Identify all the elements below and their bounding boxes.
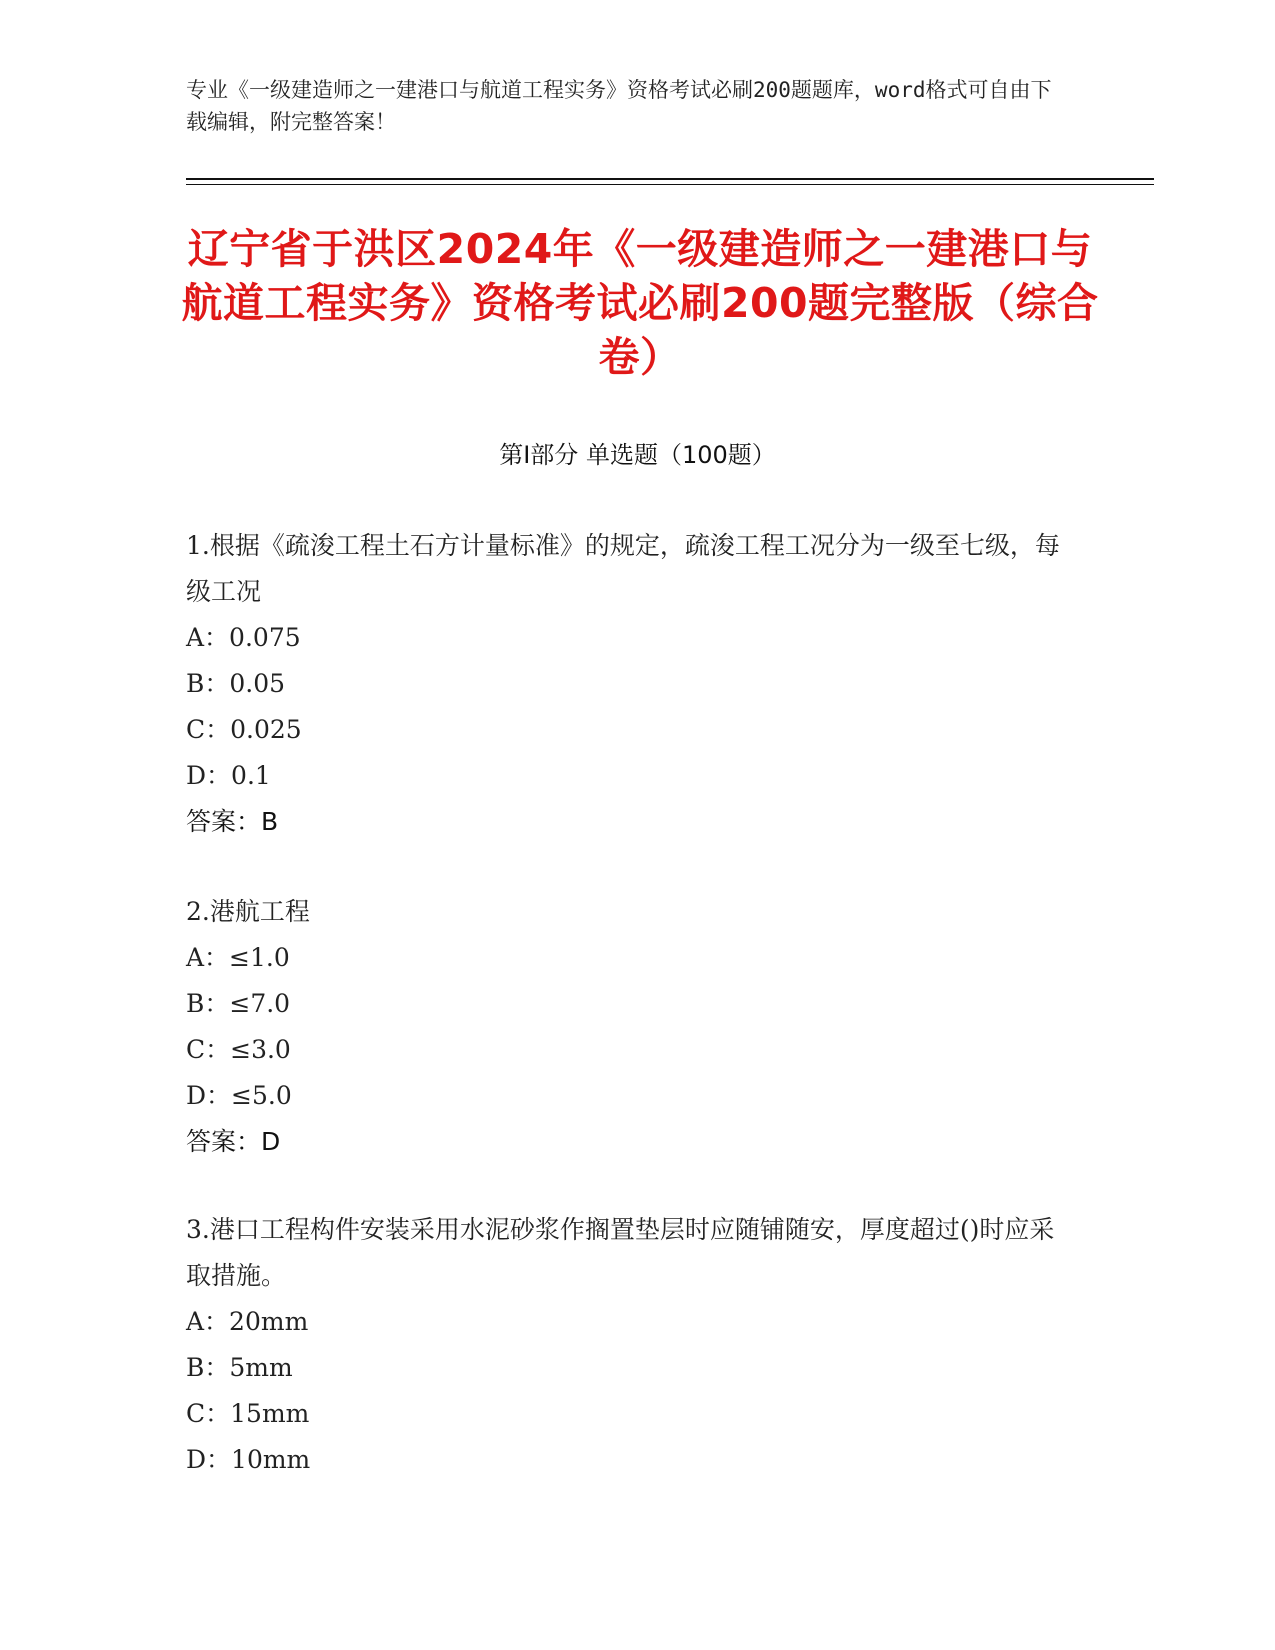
answer: 答案：B: [186, 807, 279, 836]
option-b: B：5mm: [186, 1353, 293, 1382]
document-title: 辽宁省于洪区2024年《一级建造师之一建港口与航道工程实务》资格考试必刷200题完整版（综合卷）: [181, 225, 1099, 381]
option-d: D：10mm: [186, 1445, 311, 1474]
question-2: [186, 889, 1066, 1165]
header-note: 专业《一级建造师之一建港口与航道工程实务》资格考试必刷200题题库，word格式可自由下载编辑，附完整答案！: [186, 78, 1052, 134]
option-c: C：≤3.0: [186, 1035, 291, 1064]
option-b: B：0.05: [186, 669, 286, 698]
option-d: D：≤5.0: [186, 1081, 292, 1110]
option-a: A：≤1.0: [186, 943, 290, 972]
option-d: D：0.1: [186, 761, 271, 790]
answer: 答案：D: [186, 1127, 281, 1156]
question-stem: 2.港航工程: [186, 897, 310, 926]
option-c: C：0.025: [186, 715, 302, 744]
question-3: [186, 1207, 1066, 1483]
question-1: [186, 523, 1066, 845]
header-divider-thin: [186, 184, 1154, 185]
header-divider-thick: [186, 178, 1154, 180]
option-b: B：≤7.0: [186, 989, 291, 1018]
option-c: C：15mm: [186, 1399, 310, 1428]
option-a: A：0.075: [186, 623, 301, 652]
section-title: 第I部分 单选题（100题）: [499, 441, 776, 469]
question-stem: 3.港口工程构件安装采用水泥砂浆作搁置垫层时应随铺随安，厚度超过()时应采取措施。: [186, 1215, 1055, 1290]
option-a: A：20mm: [186, 1307, 309, 1336]
question-stem: 1.根据《疏浚工程土石方计量标准》的规定，疏浚工程工况分为一级至七级，每级工况: [186, 531, 1060, 606]
